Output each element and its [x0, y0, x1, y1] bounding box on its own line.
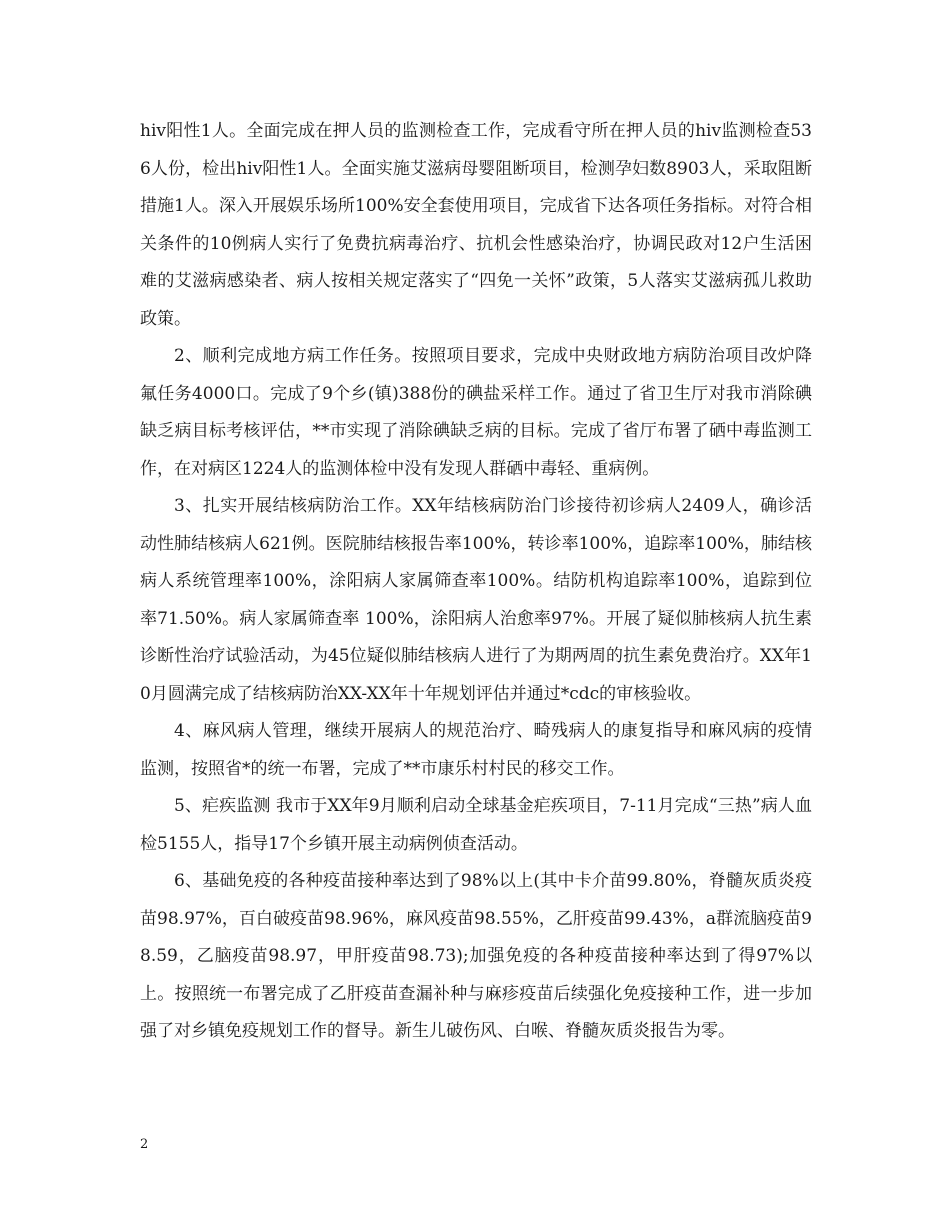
- document-body: [140, 113, 812, 1051]
- paragraph-leprosy: 4、麻风病人管理，继续开展病人的规范治疗、畸残病人的康复指导和麻风病的疫情监测，按照省*的统一布署，完成了**市康乐村村民的移交工作。: [140, 721, 812, 779]
- paragraph-immunization: 6、基础免疫的各种疫苗接种率达到了98%以上(其中卡介苗99.80%，脊髓灰质炎疫苗98.97%，百白破疫苗98.96%，麻风疫苗98.55%，乙肝疫苗99.43%，a群流脑疫苗98.59，乙脑疫苗98.97，甲肝疫苗98.73);加强免疫的各种疫苗接种率达到了得97%以上。按照统一布署完成了乙肝疫苗查漏补种与麻疹疫苗后续强化免疫接种工作，进一步加强了对乡镇免疫规划工作的督导。新生儿破伤风、白喉、脊髓灰质炎报告为零。: [140, 871, 812, 1041]
- paragraph-tuberculosis: 3、扎实开展结核病防治工作。XX年结核病防治门诊接待初诊病人2409人，确诊活动性肺结核病人621例。医院肺结核报告率100%，转诊率100%，追踪率100%，肺结核病人系统管理率100%，涂阳病人家属筛查率100%。结防机构追踪率100%，追踪到位率71.50%。病人家属筛查率 100%，涂阳病人治愈率97%。开展了疑似肺核病人抗生素诊断性治疗试验活动，为45位疑似肺结核病人进行了为期两周的抗生素免费治疗。XX年10月圆满完成了结核病防治XX-XX年十年规划评估并通过*cdc的审核验收。: [140, 496, 812, 704]
- paragraph-malaria: 5、疟疾监测 我市于XX年9月顺利启动全球基金疟疾项目，7-11月完成“三热”病人血检5155人，指导17个乡镇开展主动病例侦查活动。: [140, 796, 812, 854]
- page-number: 2: [140, 1137, 149, 1152]
- paragraph-hiv-continuation: hiv阳性1人。全面完成在押人员的监测检查工作，完成看守所在押人员的hiv监测检查536人份，检出hiv阳性1人。全面实施艾滋病母婴阻断项目，检测孕妇数8903人，采取阻断措施1人。深入开展娱乐场所100%安全套使用项目，完成省下达各项任务指标。对符合相关条件的10例病人实行了免费抗病毒治疗、抗机会性感染治疗，协调民政对12户生活困难的艾滋病感染者、病人按相关规定落实了“四免一关怀”政策，5人落实艾滋病孤儿救助政策。: [140, 121, 812, 329]
- paragraph-endemic-disease: 2、顺利完成地方病工作任务。按照项目要求，完成中央财政地方病防治项目改炉降氟任务4000口。完成了9个乡(镇)388份的碘盐采样工作。通过了省卫生厅对我市消除碘缺乏病目标考核评估，**市实现了消除碘缺乏病的目标。完成了省厅布署了硒中毒监测工作，在对病区1224人的监测体检中没有发现人群硒中毒轻、重病例。: [140, 346, 812, 479]
